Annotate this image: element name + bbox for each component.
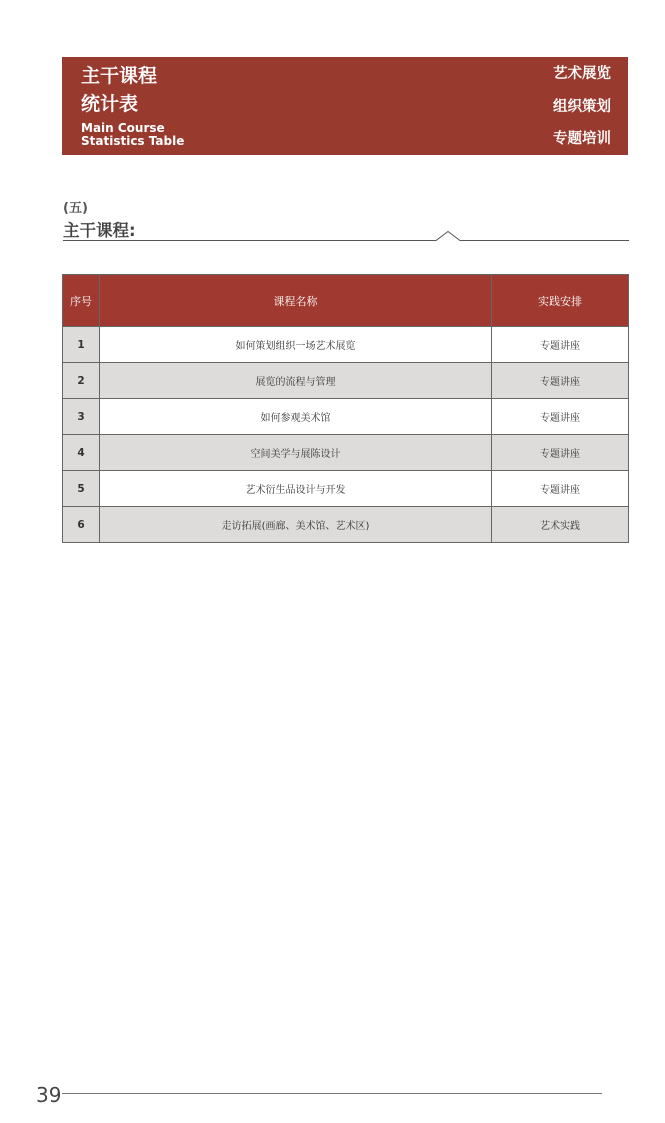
row-course-name: 展览的流程与管理 bbox=[100, 363, 492, 399]
header-number: 序号 bbox=[63, 275, 100, 327]
banner-tag-planning: 组织策划 bbox=[553, 99, 611, 115]
table-header-row bbox=[63, 275, 629, 327]
row-number: 6 bbox=[63, 507, 100, 543]
row-number: 1 bbox=[63, 327, 100, 363]
section-number: (五) bbox=[63, 201, 88, 216]
row-number: 2 bbox=[63, 363, 100, 399]
row-practice: 艺术实践 bbox=[492, 507, 629, 543]
row-number: 5 bbox=[63, 471, 100, 507]
banner-title-line2: 统计表 bbox=[81, 93, 139, 115]
row-number: 3 bbox=[63, 399, 100, 435]
table-row bbox=[63, 435, 629, 471]
row-number: 4 bbox=[63, 435, 100, 471]
row-course-name: 如何参观美术馆 bbox=[100, 399, 492, 435]
row-course-name: 如何策划组织一场艺术展览 bbox=[100, 327, 492, 363]
row-practice: 专题讲座 bbox=[492, 399, 629, 435]
table-row bbox=[63, 363, 629, 399]
row-course-name: 空间美学与展陈设计 bbox=[100, 435, 492, 471]
banner-title-line1: 主干课程 bbox=[81, 65, 158, 87]
banner-tag-exhibition: 艺术展览 bbox=[553, 66, 611, 82]
footer-divider bbox=[62, 1093, 602, 1094]
header-practice: 实践安排 bbox=[492, 275, 629, 327]
row-course-name: 艺术衍生品设计与开发 bbox=[100, 471, 492, 507]
table-row bbox=[63, 327, 629, 363]
page-number: 39 bbox=[36, 1083, 62, 1107]
table-row bbox=[63, 471, 629, 507]
row-practice: 专题讲座 bbox=[492, 471, 629, 507]
course-table bbox=[62, 274, 629, 543]
row-practice: 专题讲座 bbox=[492, 363, 629, 399]
table-row bbox=[63, 507, 629, 543]
title-banner bbox=[62, 57, 628, 155]
header-course-name: 课程名称 bbox=[100, 275, 492, 327]
banner-english-line2: Statistics Table bbox=[81, 134, 185, 148]
section-title: 主干课程: bbox=[63, 221, 136, 240]
row-practice: 专题讲座 bbox=[492, 435, 629, 471]
section-divider bbox=[63, 230, 629, 244]
table-row bbox=[63, 399, 629, 435]
banner-english-line1: Main Course bbox=[81, 121, 165, 135]
row-course-name: 走访拓展(画廊、美术馆、艺术区) bbox=[100, 507, 492, 543]
banner-tag-training: 专题培训 bbox=[553, 131, 611, 147]
row-practice: 专题讲座 bbox=[492, 327, 629, 363]
